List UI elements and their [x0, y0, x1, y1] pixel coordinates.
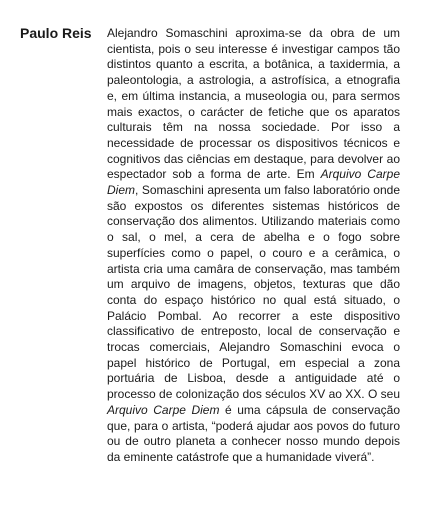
body-paragraph: [107, 26, 400, 466]
paragraph-text-part-3: é uma cápsula de conservação que, para o artista, “poderá ajudar aos povos do futuro ou de outro planeta a conhecer nosso mundo depois da eminente catástrofe que a humanidade viverá”.: [107, 402, 401, 464]
artwork-title-italic: Arquivo Carpe Diem: [107, 167, 400, 198]
paragraph-text-part-1: Alejandro Somaschini aproxima-se da obra de um cientista, pois o seu interesse é investigar campos tão distintos quanto a escrita, a botânica, a taxidermia, a paleontologia, a astrologia, a astrofísica, a etnografia e, em última instancia, a museologia ou, para sermos mais exactos, o carácter de fetiche que os aparatos culturais têm na nossa sociedade. Por isso a necessidade de processar os dispositivos técnicos e cognitivos das ciências em destaque, para devolver ao espectador sob a forma de arte. Em: [107, 26, 400, 182]
paragraph-text-part-2: , Somaschini apresenta um falso laboratório onde são expostos os diferentes sistemas históricos de conservação dos alimentos. Utilizando materiais como o sal, o mel, a cera de abelha e o fogo sobre superfícies como o papel, o couro e a cerâmica, o artista cria uma camâra de conservação, mas também um arquivo de imagens, objetos, texturas que dão conta do espaço histórico no qual está situado, o Palácio Pombal. Ao recorrer a este dispositivo classificativo de entreposto, local de conservação e trocas comerciais, Alejandro Somaschini evoca o papel histórico de Portugal, em especial a zona portuária de Lisboa, desde a antiguidade até o processo de colonização dos séculos XV ao XX. O seu: [107, 183, 400, 402]
artwork-title-italic-2: Arquivo Carpe Diem: [107, 402, 220, 417]
author-name: Paulo Reis: [20, 25, 92, 41]
